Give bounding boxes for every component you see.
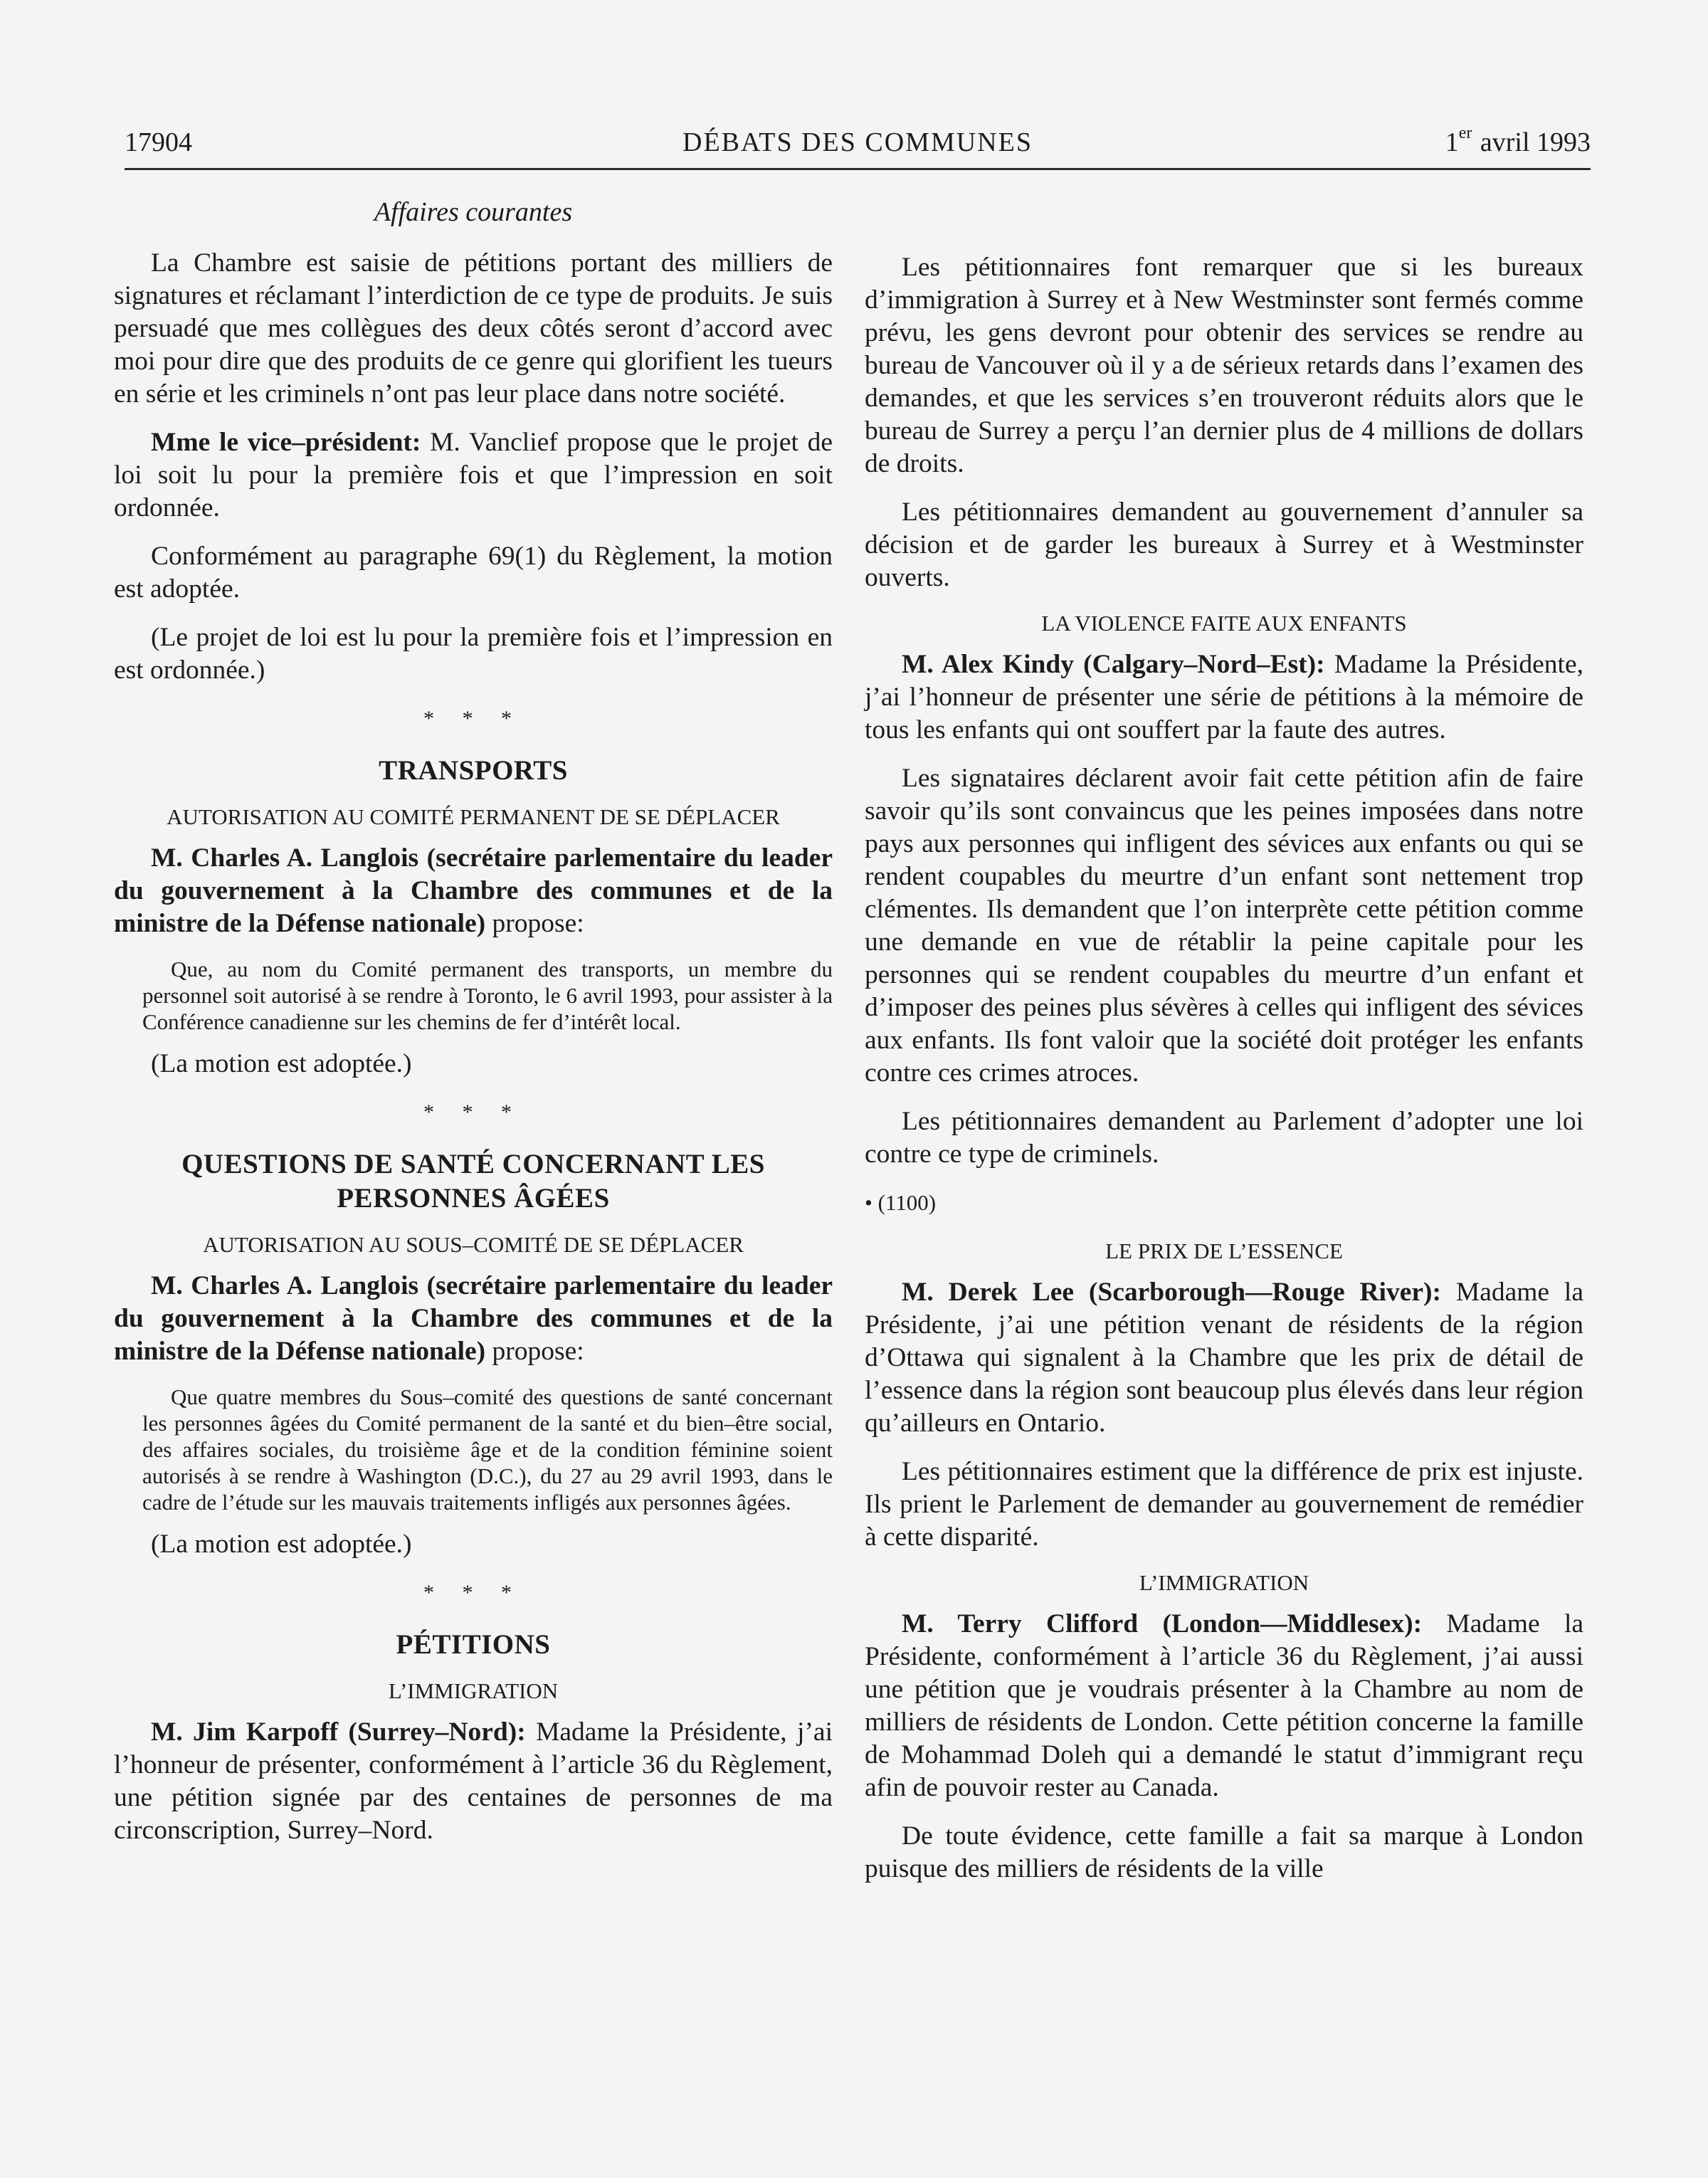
section-separator: * * * (423, 1100, 523, 1124)
publication-title: DÉBATS DES COMMUNES (682, 127, 1033, 157)
speaker-name: M. Jim Karpoff (Surrey–Nord): (151, 1717, 526, 1747)
section-separator: * * * (423, 1581, 523, 1604)
motion-text: Que, au nom du Comité permanent des transports, un membre du personnel soit autorisé à se rendre à Toronto, le 6 avril 1993, pour assister à la Conférence canadienne sur les chemins de fer d’intérêt local. (142, 957, 833, 1034)
time-marker: • (1100) (865, 1190, 937, 1215)
subheading: AUTORISATION AU SOUS–COMITÉ DE SE DÉPLACER (203, 1232, 744, 1257)
speech-text: Madame la Présidente, j’ai l’honneur de présenter une série de pétitions à la mémoire de tous les enfants qui ont souffert par la faute des autres. (865, 650, 1583, 745)
section-heading: PÉTITIONS (396, 1629, 551, 1660)
paragraph (865, 1276, 1583, 1440)
date-day: 1 (1445, 127, 1459, 157)
speaker-name: M. Charles A. Langlois (secrétaire parlementaire du leader du gouvernement à la Chambre des communes et de la ministre de la Défense nationale) (114, 1271, 833, 1366)
paragraph: Les signataires déclarent avoir fait cette pétition afin de faire savoir qu’ils sont convaincus que les peines imposées dans notre pays aux personnes qui infligent des sévices aux enfants ou qui se rendent coupables du meurtre d’un enfant sont nettement trop clémentes. Ils demandent que l’on interprète cette pétition comme une demande en vue de rétablir la peine capitale pour les personnes qui se rendent coupables du meurtre d’un enfant et d’imposer des peines plus sévères à celles qui infligent des sévices aux enfants. Ils font valoir que la société doit protéger les enfants contre ces crimes atroces. (865, 764, 1583, 1088)
subheading: AUTORISATION AU COMITÉ PERMANENT DE SE DÉPLACER (167, 804, 780, 829)
date-rest: avril 1993 (1480, 127, 1591, 157)
speech-text: propose: (485, 909, 584, 938)
right-column (865, 196, 1583, 1901)
paragraph (114, 426, 833, 525)
speech-text: Madame la Présidente, conformément à l’article 36 du Règlement, j’ai aussi une pétition que je voudrais présenter à la Chambre au nom de milliers de résidents de London. Cette pétition concerne la famille de Mohammad Doleh qui a demandé le statut d’immigrant reçu afin de pouvoir rester au Canada. (865, 1609, 1584, 1802)
speech-text: propose: (485, 1337, 584, 1366)
speaker-name: M. Derek Lee (Scarborough—Rouge River): (902, 1278, 1441, 1307)
paragraph: Les pétitionnaires font remarquer que si les bureaux d’immigration à Surrey et à New Westminster sont fermés comme prévu, les gens devront pour obtenir des services se rendre au bureau de Vancouver où il y a de sérieux retards dans l’examen des demandes, et que les services s’en trouveront réduits alors que le bureau de Surrey a perçu l’an dernier plus de 4 millions de dollars de droits. (865, 253, 1583, 478)
section-kicker: Affaires courantes (374, 197, 573, 227)
paragraph: Conformément au paragraphe 69(1) du Règlement, la motion est adoptée. (114, 542, 833, 604)
paragraph (114, 842, 833, 940)
page-number: 17904 (125, 127, 192, 157)
paragraph (114, 1716, 833, 1847)
paragraph: (Le projet de loi est lu pour la première fois et l’impression en est ordonnée.) (114, 623, 833, 685)
subheading: LE PRIX DE L’ESSENCE (1105, 1238, 1343, 1263)
paragraph (114, 1270, 833, 1368)
speaker-name: Mme le vice–président: (151, 428, 421, 457)
paragraph: Les pétitionnaires demandent au Parlement d’adopter une loi contre ce type de criminels. (865, 1107, 1583, 1169)
subheading: L’IMMIGRATION (1139, 1570, 1309, 1595)
speech-text: Madame la Présidente, j’ai l’honneur de présenter, conformément à l’article 36 du Règlement, une pétition signée par des centaines de personnes de ma circonscription, Surrey–Nord. (114, 1717, 833, 1845)
motion-text: Que quatre membres du Sous–comité des questions de santé concernant les personnes âgées du Comité permanent de la santé et du bien–être social, des affaires sociales, du troisième âge et de la condition féminine soient autorisés à se rendre à Washington (D.C.), du 27 au 29 avril 1993, dans le cadre de l’étude sur les mauvais traitements infligés aux personnes âgées. (142, 1384, 833, 1515)
subheading: LA VIOLENCE FAITE AUX ENFANTS (1041, 611, 1407, 636)
paragraph: (La motion est adoptée.) (151, 1049, 412, 1078)
paragraph: De toute évidence, cette famille a fait sa marque à London puisque des milliers de résidents de la ville (865, 1821, 1583, 1883)
paragraph: La Chambre est saisie de pétitions portant des milliers de signatures et réclamant l’interdiction de ce type de produits. Je suis persuadé que mes collègues des deux côtés seront d’accord avec moi pour dire que des produits de ce genre qui glorifient les tueurs en série et les criminels n’ont pas leur place dans notre société. (114, 248, 833, 409)
speech-text: Madame la Présidente, j’ai une pétition venant de résidents de la région d’Ottawa qui signalent à la Chambre que les prix de détail de l’essence dans la région sont beaucoup plus élevés dans leur région qu’ailleurs en Ontario. (865, 1278, 1583, 1438)
speaker-name: M. Terry Clifford (London—Middlesex): (902, 1609, 1423, 1638)
paragraph (865, 648, 1583, 747)
date-superscript: er (1458, 124, 1472, 142)
paragraph (865, 1608, 1583, 1804)
speech-text: M. Vanclief propose que le projet de loi soit lu pour la première fois et que l’impression en soit ordonnée. (114, 428, 833, 522)
page-header (125, 122, 1591, 170)
subheading: L’IMMIGRATION (388, 1678, 559, 1703)
speaker-name: M. Charles A. Langlois (secrétaire parlementaire du leader du gouvernement à la Chambre des communes et de la ministre de la Défense nationale) (114, 843, 833, 938)
paragraph: Les pétitionnaires demandent au gouvernement d’annuler sa décision et de garder les bureaux à Surrey et à Westminster ouverts. (865, 498, 1583, 592)
section-heading: QUESTIONS DE SANTÉ CONCERNANT LES PERSONNES ÂGÉES (181, 1149, 765, 1214)
section-heading: TRANSPORTS (379, 755, 568, 786)
paragraph: Les pétitionnaires estiment que la différence de prix est injuste. Ils prient le Parlement de demander au gouvernement de remédier à cette disparité. (865, 1457, 1583, 1552)
paragraph: (La motion est adoptée.) (151, 1530, 412, 1559)
speaker-name: M. Alex Kindy (Calgary–Nord–Est): (902, 650, 1325, 679)
issue-date (1445, 124, 1591, 158)
section-separator: * * * (423, 707, 523, 730)
left-column (114, 196, 833, 1863)
